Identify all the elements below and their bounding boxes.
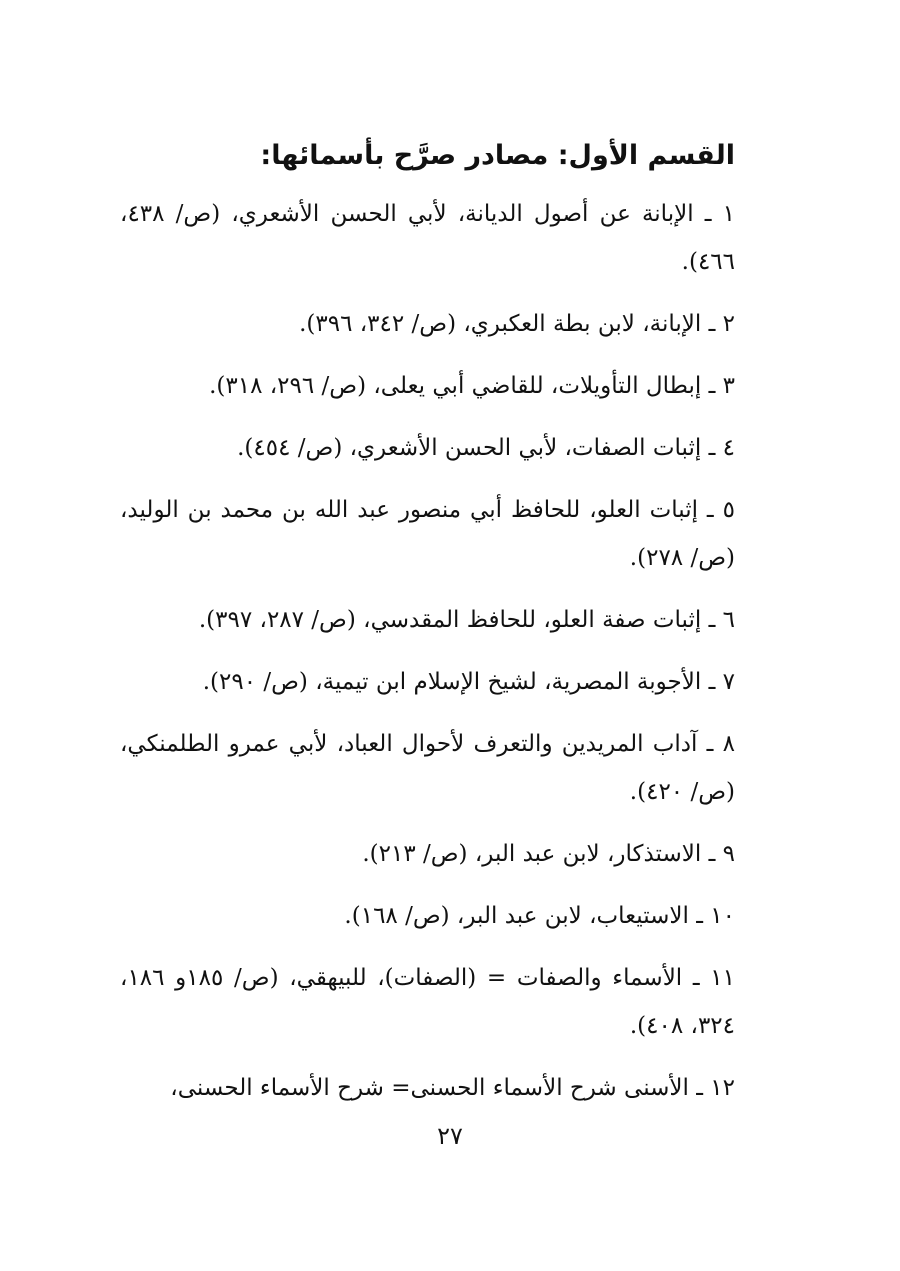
page-number: ٢٧ xyxy=(437,1122,463,1150)
page-content xyxy=(120,128,735,1126)
list-item: ١٠ ـ الاستيعاب، لابن عبد البر، (ص/ ١٦٨). xyxy=(344,903,735,929)
list-item: ٤ ـ إثبات الصفات، لأبي الحسن الأشعري، (ص/ ٤٥٤). xyxy=(237,435,735,461)
list-item: ٣ ـ إبطال التأويلات، للقاضي أبي يعلى، (ص/ ٢٩٦، ٣١٨). xyxy=(209,373,735,399)
list-item: ٢ ـ الإبانة، لابن بطة العكبري، (ص/ ٣٤٢، ٣٩٦). xyxy=(299,311,735,337)
list-item: ٩ ـ الاستذكار، لابن عبد البر، (ص/ ٢١٣). xyxy=(362,841,735,867)
list-item: ٨ ـ آداب المريدين والتعرف لأحوال العباد، لأبي عمرو الطلمنكي، (ص/ ٤٢٠). xyxy=(120,731,735,805)
list-item: ١٢ ـ الأسنى شرح الأسماء الحسنى= شرح الأسماء الحسنى، xyxy=(170,1075,735,1101)
list-item: ١ ـ الإبانة عن أصول الديانة، لأبي الحسن الأشعري، (ص/ ٤٣٨، ٤٦٦). xyxy=(120,201,735,275)
list-item: ٥ ـ إثبات العلو، للحافظ أبي منصور عبد الله بن محمد بن الوليد، (ص/ ٢٧٨). xyxy=(120,497,735,571)
list-item: ١١ ـ الأسماء والصفات = (الصفات)، للبيهقي، (ص/ ١٨٥و ١٨٦، ٣٢٤، ٤٠٨). xyxy=(120,965,736,1039)
list-item: ٦ ـ إثبات صفة العلو، للحافظ المقدسي، (ص/ ٢٨٧، ٣٩٧). xyxy=(198,607,735,633)
sources-list xyxy=(120,190,735,1112)
section-heading: القسم الأول: مصادر صرَّح بأسمائها: xyxy=(260,140,735,171)
list-item: ٧ ـ الأجوبة المصرية، لشيخ الإسلام ابن تيمية، (ص/ ٢٩٠). xyxy=(202,669,735,695)
